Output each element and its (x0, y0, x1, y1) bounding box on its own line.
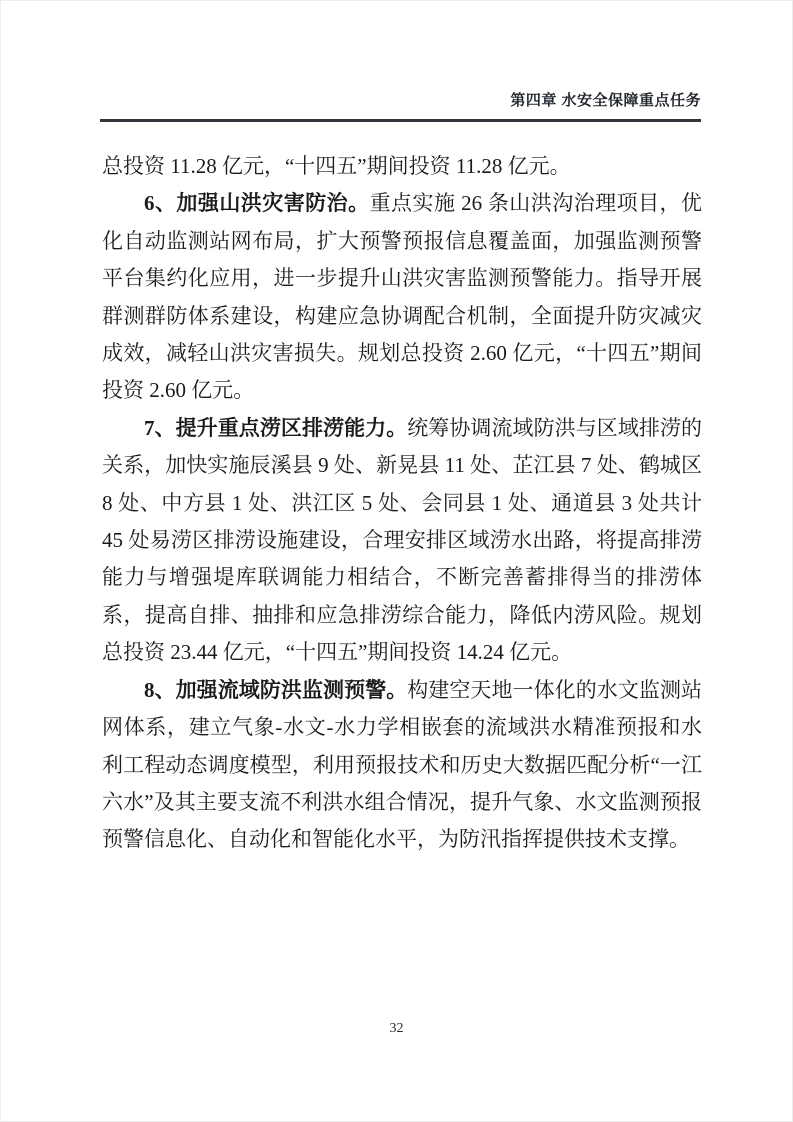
paragraph-text: 总投资 11.28 亿元，“十四五”期间投资 11.28 亿元。 (102, 154, 571, 178)
paragraph-continuation (102, 148, 702, 185)
paragraph-item-7 (102, 410, 702, 672)
document-body (102, 148, 702, 859)
paragraph-text: 统筹协调流域防洪与区域排涝的关系，加快实施辰溪县 9 处、新晃县 11 处、芷江县 7 处、鹤城区 8 处、中方县 1 处、洪江区 5 处、会同县 1 处、通道县 3 处共计 45 处易涝区排涝设施建设，合理安排区域涝水出路，将提高排涝能力与增强堤库联调能力相结合，不断完善蓄排得当的排涝体系，提高自排、抽排和应急排涝综合能力，降低内涝风险。规划总投资 23.44 亿元，“十四五”期间投资 14.24 亿元。 (102, 415, 702, 665)
header-rule (100, 119, 701, 122)
paragraph-lead: 8、加强流域防洪监测预警。 (144, 677, 408, 702)
paragraph-item-6 (102, 185, 702, 409)
running-header-chapter-title: 第四章 水安全保障重点任务 (510, 92, 701, 109)
paragraph-text: 构建空天地一体化的水文监测站网体系，建立气象-水文-水力学相嵌套的流域洪水精准预报和水利工程动态调度模型，利用预报技术和历史大数据匹配分析“一江六水”及其主要支流不利洪水组合情况，提升气象、水文监测预报预警信息化、自动化和智能化水平，为防汛指挥提供技术支撑。 (102, 677, 702, 852)
paragraph-lead: 7、提升重点涝区排涝能力。 (144, 415, 408, 440)
paragraph-item-8 (102, 672, 702, 859)
paragraph-lead: 6、加强山洪灾害防治。 (144, 191, 370, 216)
page-number: 32 (389, 1021, 404, 1036)
paragraph-text: 重点实施 26 条山洪沟治理项目，优化自动监测站网布局，扩大预警预报信息覆盖面，加强监测预警平台集约化应用，进一步提升山洪灾害监测预警能力。指导开展群测群防体系建设，构建应急协调配合机制，全面提升防灾减灾成效，减轻山洪灾害损失。规划总投资 2.60 亿元，“十四五”期间投资 2.60 亿元。 (102, 191, 702, 403)
